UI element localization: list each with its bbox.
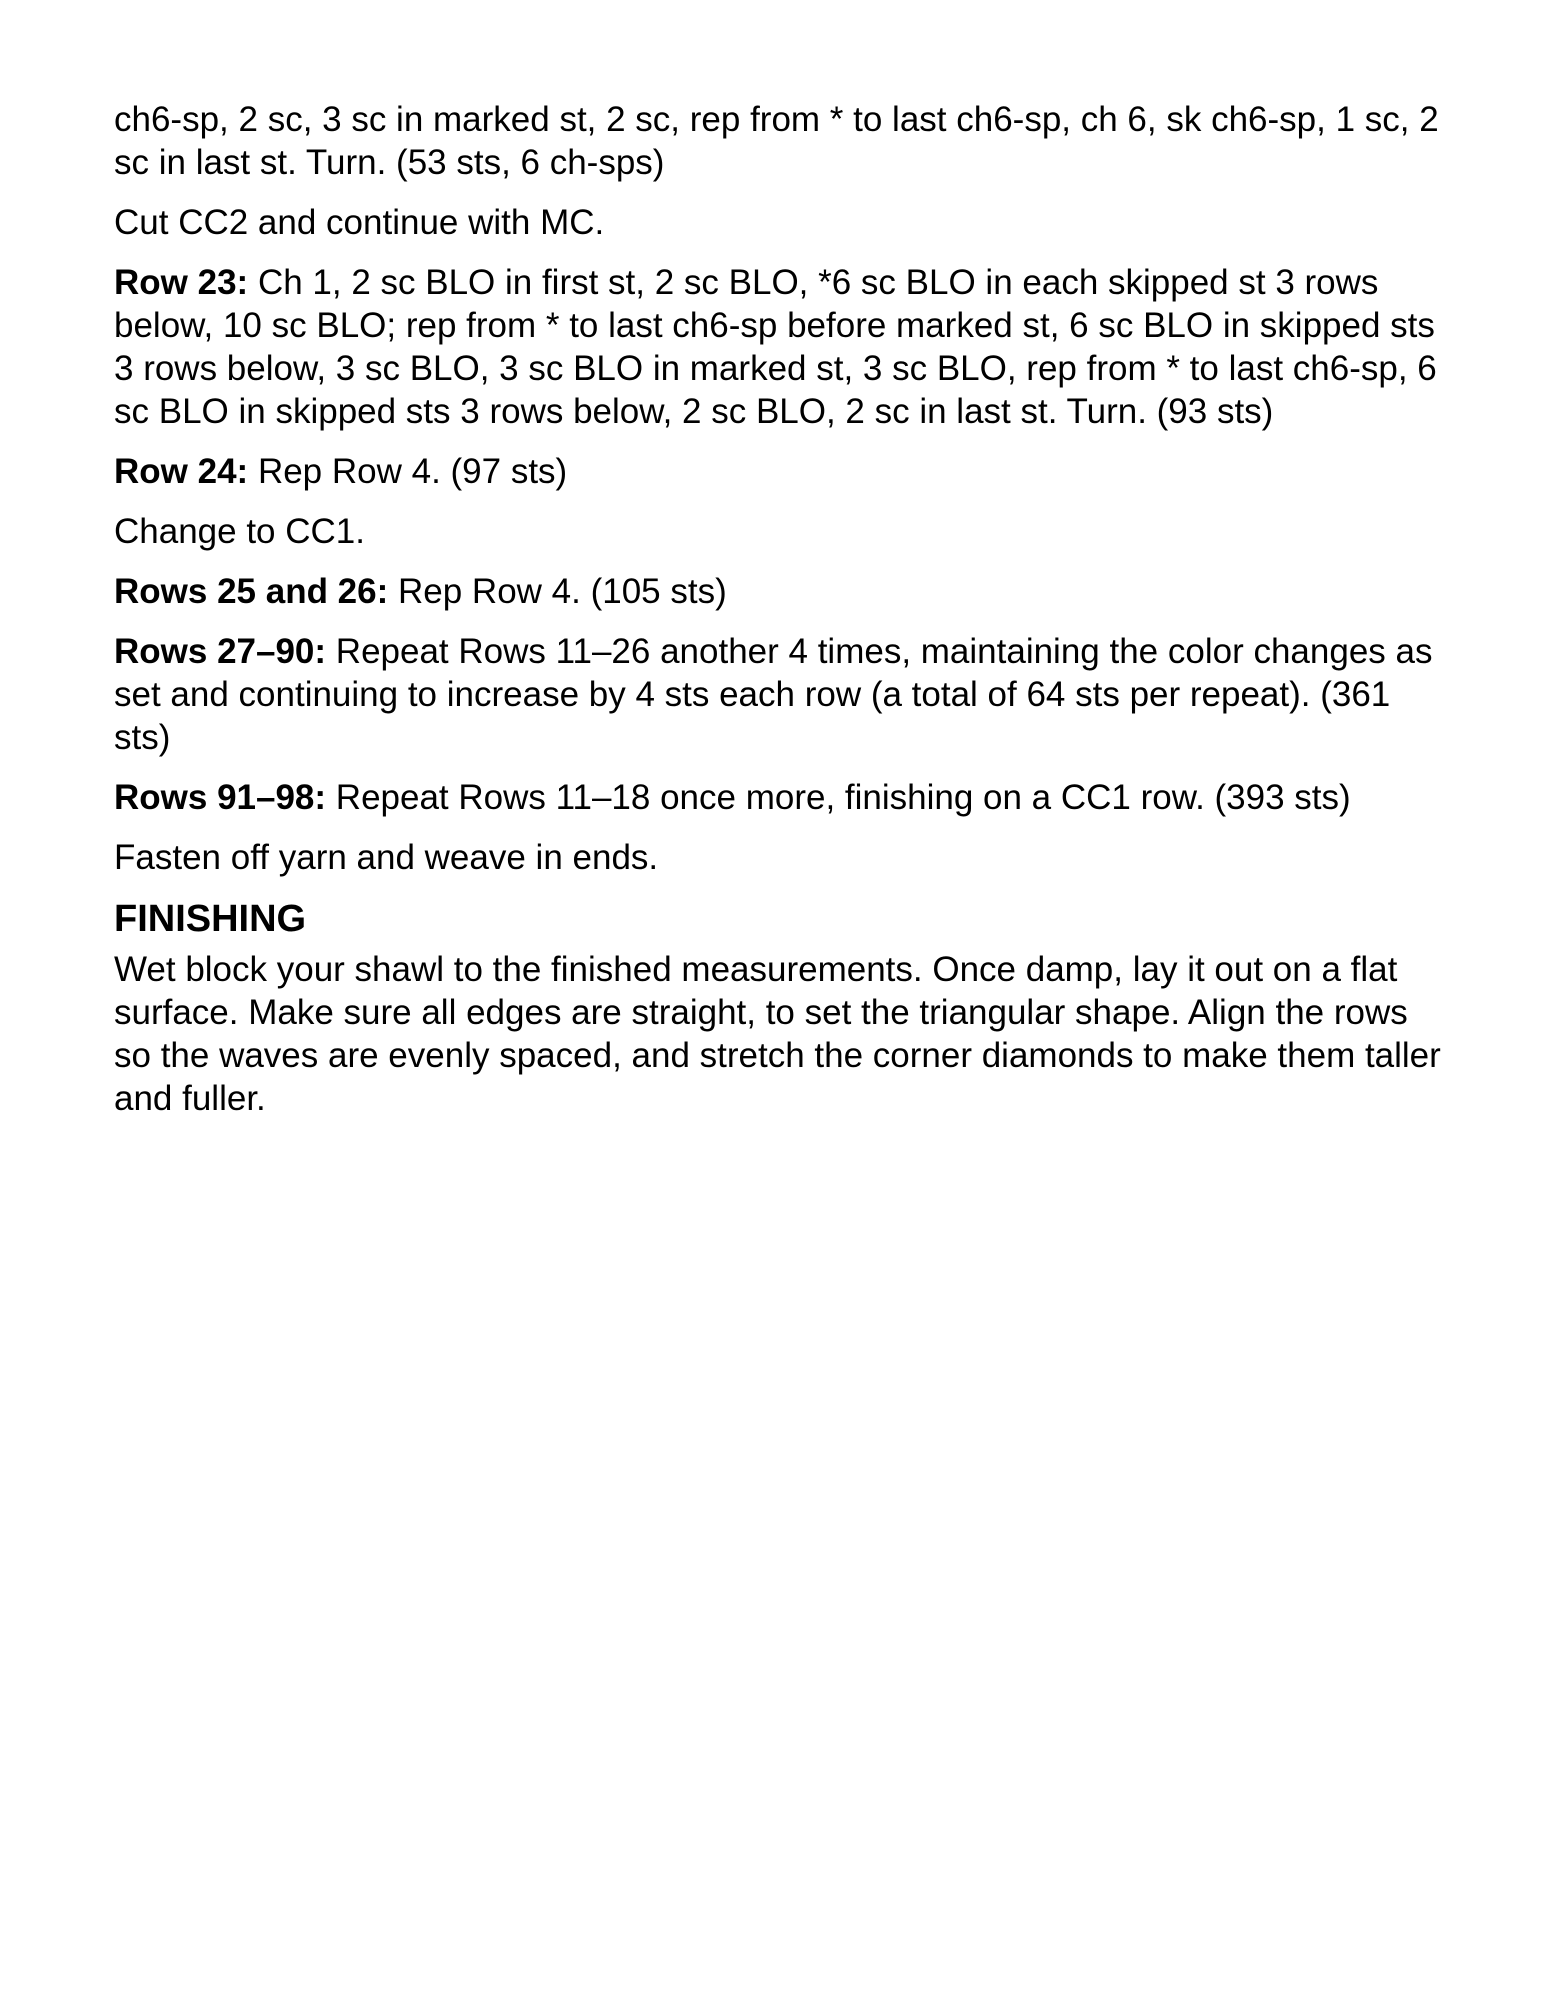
- instruction-text: Repeat Rows 11–18 once more, finishing on a CC1 row. (393 sts): [335, 778, 1351, 817]
- row-label: Rows 27–90:: [114, 632, 327, 671]
- instruction-text: Fasten off yarn and weave in ends.: [114, 838, 659, 877]
- instruction-fasten-off: [114, 836, 1444, 879]
- instruction-row-24: [114, 450, 1444, 493]
- row-label: Row 23:: [114, 263, 249, 302]
- finishing-paragraph: [114, 948, 1444, 1120]
- instruction-text: Repeat Rows 11–26 another 4 times, maintaining the color changes as set and continuing to increase by 4 sts each row (a total of 64 sts per repeat). (361 sts): [114, 632, 1433, 757]
- instruction-continuation: [114, 98, 1444, 184]
- instruction-text: ch6-sp, 2 sc, 3 sc in marked st, 2 sc, rep from * to last ch6-sp, ch 6, sk ch6-sp, 1 sc, 2 sc in last st. Turn. (53 sts, 6 ch-sps): [114, 100, 1439, 182]
- instruction-text: Rep Row 4. (97 sts): [257, 452, 568, 491]
- instruction-rows-25-26: [114, 570, 1444, 613]
- instruction-change-cc1: [114, 510, 1444, 553]
- instruction-cut-cc2: [114, 201, 1444, 244]
- row-label: Rows 25 and 26:: [114, 572, 389, 611]
- finishing-text: Wet block your shawl to the finished measurements. Once damp, lay it out on a flat surface. Make sure all edges are straight, to set the triangular shape. Align the rows so the waves are evenly spaced, and stretch the corner diamonds to make them taller and fuller.: [114, 950, 1441, 1118]
- row-label: Row 24:: [114, 452, 249, 491]
- instruction-rows-27-90: [114, 630, 1444, 759]
- instruction-text: Cut CC2 and continue with MC.: [114, 203, 605, 242]
- instruction-rows-91-98: [114, 776, 1444, 819]
- document-page: [114, 98, 1444, 1137]
- instruction-text: Change to CC1.: [114, 512, 365, 551]
- row-label: Rows 91–98:: [114, 778, 327, 817]
- section-heading-finishing: FINISHING: [114, 898, 307, 940]
- instruction-text: Ch 1, 2 sc BLO in first st, 2 sc BLO, *6 sc BLO in each skipped st 3 rows below, 10 sc BLO; rep from * to last ch6-sp before marked st, 6 sc BLO in skipped sts 3 rows below, 3 sc BLO, 3 sc BLO in marked st, 3 sc BLO, rep from * to last ch6-sp, 6 sc BLO in skipped sts 3 rows below, 2 sc BLO, 2 sc in last st. Turn. (93 sts): [114, 263, 1437, 431]
- instruction-row-23: [114, 261, 1444, 433]
- instruction-text: Rep Row 4. (105 sts): [398, 572, 727, 611]
